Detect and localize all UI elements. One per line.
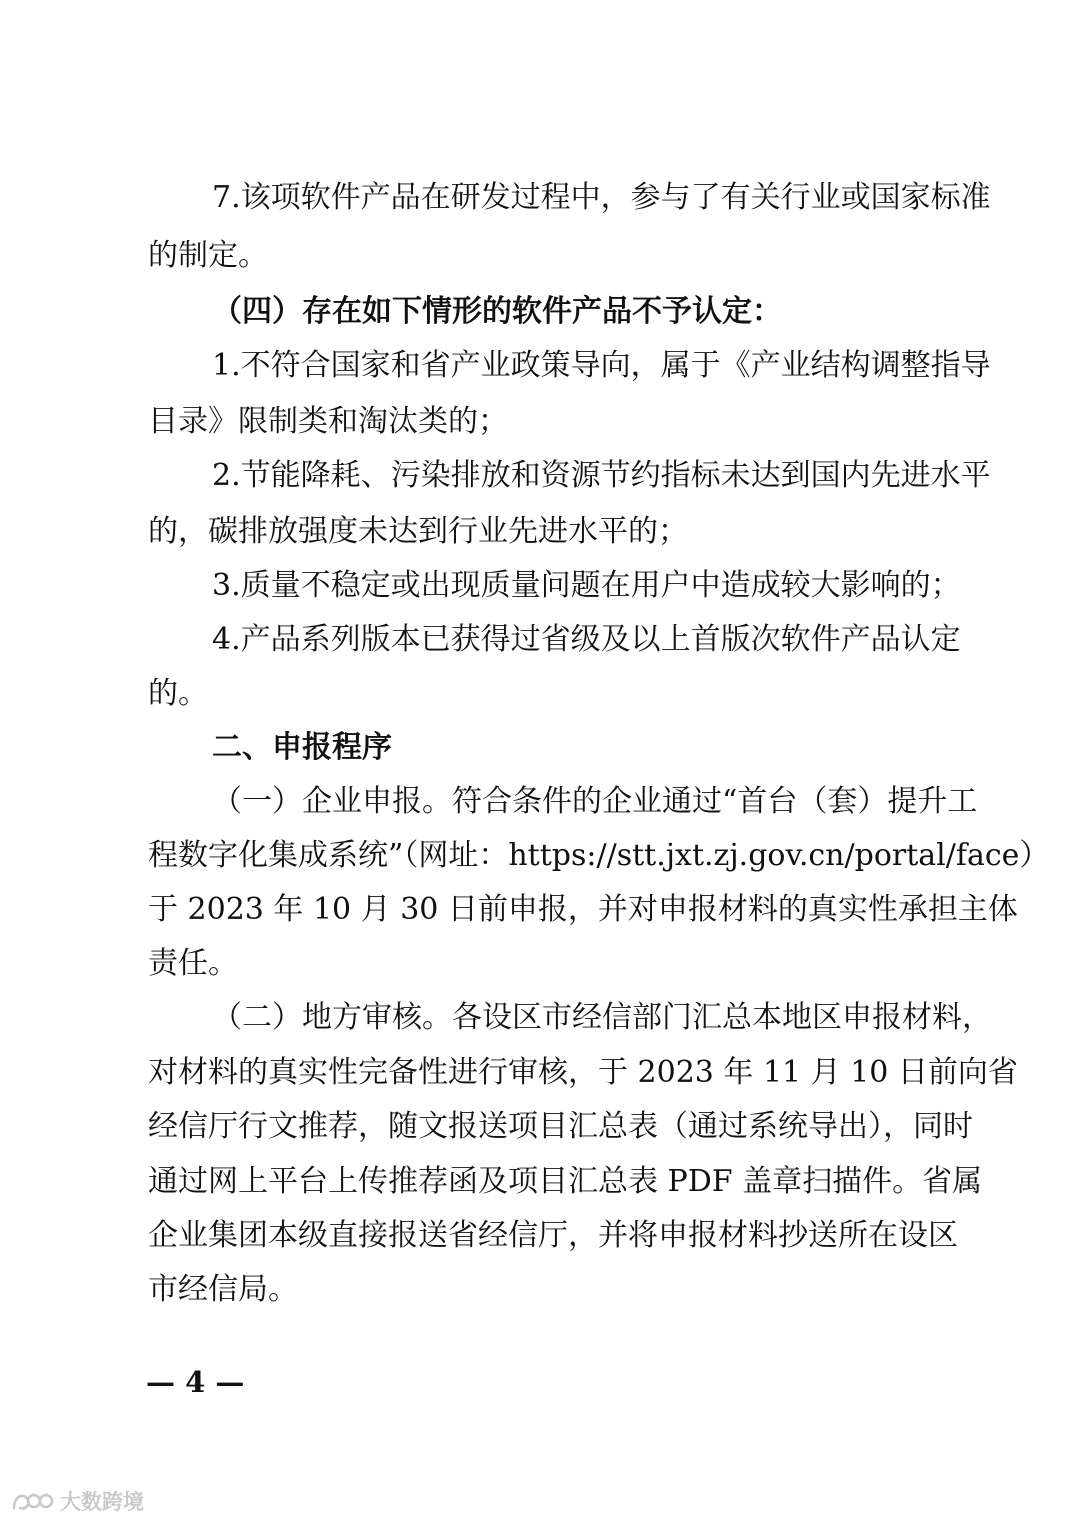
paragraph-line: （二）地方审核。各设区市经信部门汇总本地区申报材料， [212, 1000, 992, 1035]
paragraph-line: 1.不符合国家和省产业政策导向，属于《产业结构调整指导 [212, 348, 991, 383]
watermark [10, 1486, 144, 1516]
watermark-text: 大数跨境 [60, 1490, 144, 1514]
paragraph-line: 目录》限制类和淘汰类的； [148, 404, 508, 439]
paragraph-line: 于 2023 年 10 月 30 日前申报，并对申报材料的真实性承担主体 [148, 892, 1018, 927]
paragraph-line: 的制定。 [148, 238, 268, 273]
paragraph-line: 市经信局。 [148, 1272, 298, 1307]
page-number: — 4 — [146, 1365, 245, 1399]
paragraph-line: 责任。 [148, 946, 238, 981]
paragraph-line: 的。 [148, 676, 208, 711]
paragraph-line: （一）企业申报。符合条件的企业通过“首台（套）提升工 [212, 784, 978, 819]
paragraph-line: 企业集团本级直接报送省经信厅，并将申报材料抄送所在设区 [148, 1218, 958, 1253]
paragraph-line: 经信厅行文推荐，随文报送项目汇总表（通过系统导出），同时 [148, 1109, 973, 1144]
paragraph-line: 通过网上平台上传推荐函及项目汇总表 PDF 盖章扫描件。省属 [148, 1164, 983, 1199]
paragraph-line: 3.质量不稳定或出现质量问题在用户中造成较大影响的； [212, 568, 961, 603]
brand-logo-icon [10, 1488, 54, 1514]
paragraph-line: 7.该项软件产品在研发过程中，参与了有关行业或国家标准 [212, 180, 991, 215]
paragraph-line: 的，碳排放强度未达到行业先进水平的； [148, 514, 688, 549]
paragraph-line: 4.产品系列版本已获得过省级及以上首版次软件产品认定 [212, 622, 961, 657]
section-subheading: （四）存在如下情形的软件产品不予认定： [212, 294, 782, 329]
section-heading: 二、申报程序 [212, 730, 392, 765]
paragraph-line: 对材料的真实性完备性进行审核，于 2023 年 11 月 10 日前向省 [148, 1055, 1018, 1090]
paragraph-line: 2.节能降耗、污染排放和资源节约指标未达到国内先进水平 [212, 458, 991, 493]
paragraph-line: 程数字化集成系统”（网址：https://stt.jxt.zj.gov.cn/portal/face） [148, 838, 1050, 873]
